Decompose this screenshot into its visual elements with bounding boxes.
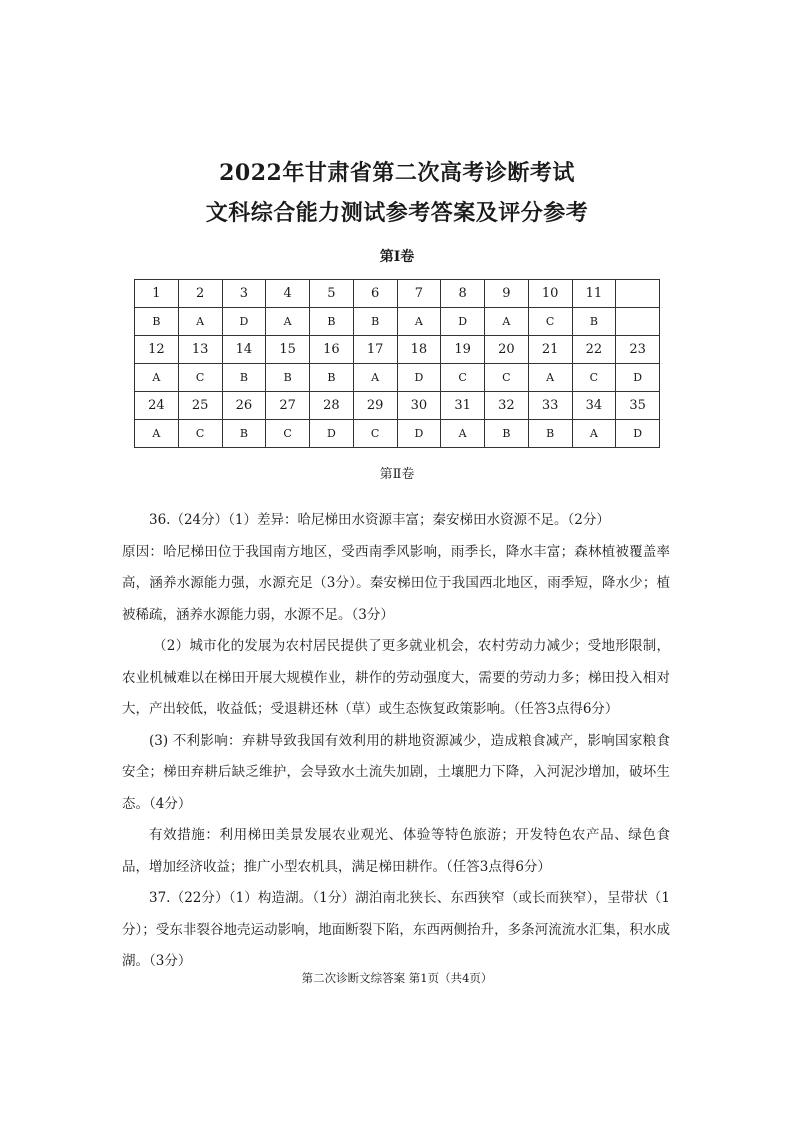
question-number-cell: 35	[616, 392, 660, 420]
question-number-cell: 26	[222, 392, 266, 420]
question-number-cell: 25	[178, 392, 222, 420]
question-number-cell: 12	[135, 336, 179, 364]
paragraph-36-1-reason: 原因：哈尼梯田位于我国南方地区，受西南季风影响，雨季长，降水丰富；森林植被覆盖率高，涵养水源能力强，水源充足（3分）。秦安梯田位于我国西北地区，雨季短，降水少；植被稀疏，涵养水源能力弱，水源不足。（3分）	[122, 543, 670, 623]
paragraph-36-1: 36.（24分）（1）差异：哈尼梯田水资源丰富；秦安梯田水资源不足。（2分）	[149, 512, 610, 528]
question-number-cell: 2	[178, 280, 222, 308]
question-number-cell	[616, 280, 660, 308]
question-number-cell: 34	[572, 392, 616, 420]
answer-letter-cell: B	[222, 364, 266, 392]
answer-letter-cell: D	[441, 308, 485, 336]
answer-letter-cell: C	[353, 420, 397, 448]
question-number-cell: 27	[266, 392, 310, 420]
question-number-cell: 33	[528, 392, 572, 420]
answer-letter-cell: A	[441, 420, 485, 448]
answer-letter-cell: A	[135, 364, 179, 392]
question-number-cell: 4	[266, 280, 310, 308]
answer-letter-cell: B	[485, 420, 529, 448]
question-number-cell: 30	[397, 392, 441, 420]
question-number-cell: 16	[310, 336, 354, 364]
page-footer: 第二次诊断文综答案 第1页（共4页）	[301, 971, 493, 985]
answer-letter-cell: D	[397, 420, 441, 448]
question-number-cell: 6	[353, 280, 397, 308]
question-number-cell: 20	[485, 336, 529, 364]
answer-letter-cell: A	[572, 420, 616, 448]
question-number-row	[135, 392, 660, 420]
section-1-title: 第Ⅰ卷	[379, 249, 415, 265]
question-number-cell: 11	[572, 280, 616, 308]
question-number-cell: 19	[441, 336, 485, 364]
question-number-cell: 14	[222, 336, 266, 364]
question-number-cell: 31	[441, 392, 485, 420]
answer-letter-cell: A	[397, 308, 441, 336]
title-line-2: 文科综合能力测试参考答案及评分参考	[205, 200, 589, 226]
question-number-cell: 5	[310, 280, 354, 308]
answer-letter-cell: B	[572, 308, 616, 336]
question-number-cell: 18	[397, 336, 441, 364]
question-number-cell: 13	[178, 336, 222, 364]
answer-letter-cell: C	[485, 364, 529, 392]
answer-letter-cell: A	[528, 364, 572, 392]
question-number-cell: 8	[441, 280, 485, 308]
answer-letter-cell: D	[397, 364, 441, 392]
answer-letter-cell: C	[178, 420, 222, 448]
question-number-row	[135, 280, 660, 308]
answer-letter-cell: A	[135, 420, 179, 448]
answer-letter-cell: B	[528, 420, 572, 448]
answer-letter-cell: A	[485, 308, 529, 336]
paragraph-37-1: 37.（22分）（1）构造湖。（1分）湖泊南北狭长、东西狭窄（或长而狭窄），呈带状（1分）；受东非裂谷地壳运动影响，地面断裂下陷，东西两侧抬升，多条河流流水汇集，积水成湖。（3分）	[122, 890, 670, 969]
answer-letter-cell: D	[310, 420, 354, 448]
answer-letter-cell: C	[441, 364, 485, 392]
paragraph-36-3-measures: 有效措施：利用梯田美景发展农业观光、体验等特色旅游；开发特色农产品、绿色食品，增加经济收益；推广小型农机具，满足梯田耕作。（任答3点得6分）	[122, 827, 670, 875]
answer-letter-cell: D	[616, 420, 660, 448]
paragraph-36-3: (3) 不利影响：弃耕导致我国有效利用的耕地资源减少，造成粮食减产，影响国家粮食安全；梯田弃耕后缺乏维护，会导致水土流失加剧，土壤肥力下降，入河泥沙增加，破坏生态。（4分）	[122, 732, 670, 812]
answer-letter-row	[135, 308, 660, 336]
section-2-title: 第Ⅱ卷	[379, 467, 415, 482]
question-number-cell: 15	[266, 336, 310, 364]
question-number-cell: 7	[397, 280, 441, 308]
answer-letter-cell: D	[616, 364, 660, 392]
question-number-cell: 22	[572, 336, 616, 364]
answer-letter-cell: C	[572, 364, 616, 392]
paragraph-36-2: （2）城市化的发展为农村居民提供了更多就业机会，农村劳动力减少；受地形限制，农业机械难以在梯田开展大规模作业，耕作的劳动强度大，需要的劳动力多；梯田投入相对大，产出较低，收益低；受退耕还林（草）或生态恢复政策影响。（任答3点得6分）	[122, 638, 670, 717]
answer-table	[134, 279, 660, 448]
question-number-cell: 10	[528, 280, 572, 308]
answer-letter-cell: B	[266, 364, 310, 392]
question-number-cell: 28	[310, 392, 354, 420]
answer-letter-cell: B	[222, 420, 266, 448]
answer-letter-row	[135, 364, 660, 392]
answer-letter-cell: A	[178, 308, 222, 336]
question-number-cell: 9	[485, 280, 529, 308]
question-number-cell: 32	[485, 392, 529, 420]
answer-letter-cell	[616, 308, 660, 336]
question-number-row	[135, 336, 660, 364]
answer-letter-cell: B	[135, 308, 179, 336]
answer-letter-cell: A	[353, 364, 397, 392]
answer-letter-cell: C	[266, 420, 310, 448]
question-number-cell: 3	[222, 280, 266, 308]
title-line-1: 2022年甘肃省第二次高考诊断考试	[219, 160, 575, 186]
answer-letter-cell: B	[353, 308, 397, 336]
question-number-cell: 17	[353, 336, 397, 364]
question-number-cell: 23	[616, 336, 660, 364]
question-number-cell: 21	[528, 336, 572, 364]
question-number-cell: 24	[135, 392, 179, 420]
answer-letter-cell: B	[310, 364, 354, 392]
answer-letter-cell: C	[528, 308, 572, 336]
question-number-cell: 1	[135, 280, 179, 308]
answer-letter-cell: A	[266, 308, 310, 336]
answer-letter-cell: D	[222, 308, 266, 336]
answer-letter-cell: B	[310, 308, 354, 336]
answer-letter-row	[135, 420, 660, 448]
answer-letter-cell: C	[178, 364, 222, 392]
question-number-cell: 29	[353, 392, 397, 420]
answer-text	[122, 505, 670, 978]
